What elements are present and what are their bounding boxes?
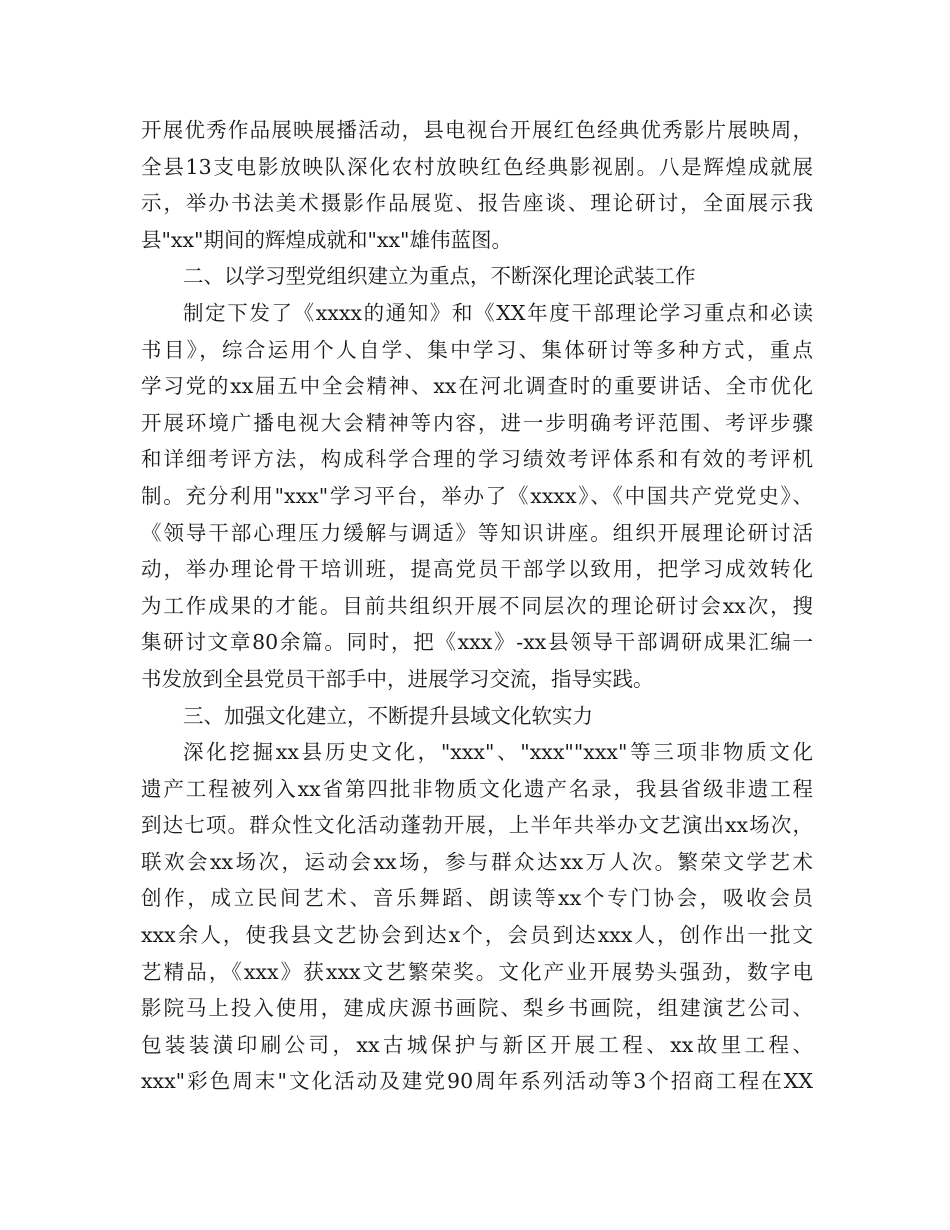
text-line: 影院马上投入使用，建成庆源书画院、梨乡书画院，组建演艺公司、	[141, 996, 813, 1021]
text-line: 和详细考评方法，构成科学合理的学习绩效考评体系和有效的考评机	[141, 447, 813, 472]
text-line: 书目》，综合运用个人自学、集中学习、集体研讨等多种方式，重点	[141, 337, 813, 362]
text-line: 县"xx"期间的辉煌成就和"xx"雄伟蓝图。	[141, 227, 512, 252]
text-line: 为工作成果的才能。目前共组织开展不同层次的理论研讨会xx次，搜	[141, 593, 813, 618]
text-line: 制定下发了《xxxx的通知》和《XX年度干部理论学习重点和必读	[183, 300, 813, 325]
text-line: 遗产工程被列入xx省第四批非物质文化遗产名录，我县省级非遗工程	[141, 776, 813, 801]
text-line: 艺精品，《xxx》获xxx文艺繁荣奖。文化产业开展势头强劲，数字电	[141, 959, 813, 984]
text-line: 全县13支电影放映队深化农村放映红色经典影视剧。八是辉煌成就展	[141, 154, 813, 179]
section-heading: 三、加强文化建立，不断提升县域文化软实力	[183, 703, 593, 728]
section-heading: 二、以学习型党组织建立为重点，不断深化理论武装工作	[183, 264, 696, 289]
text-line: 集研讨文章80余篇。同时，把《xxx》-xx县领导干部调研成果汇编一	[141, 630, 813, 655]
text-line: xxx"彩色周末"文化活动及建党90周年系列活动等3个招商工程在XX	[141, 1069, 813, 1094]
text-line: 包装装潢印刷公司，xx古城保护与新区开展工程、xx故里工程、	[141, 1032, 813, 1057]
text-line: 示，举办书法美术摄影作品展览、报告座谈、理论研讨，全面展示我	[141, 191, 813, 216]
text-line: 到达七项。群众性文化活动蓬勃开展，上半年共举办文艺演出xx场次，	[141, 813, 813, 838]
text-line: 《领导干部心理压力缓解与调适》等知识讲座。组织开展理论研讨活	[141, 520, 813, 545]
text-line: 创作，成立民间艺术、音乐舞蹈、朗读等xx个专门协会，吸收会员	[141, 886, 813, 911]
text-line: 书发放到全县党员干部手中，进展学习交流，指导实践。	[141, 666, 654, 691]
text-line: 学习党的xx届五中全会精神、xx在河北调查时的重要讲话、全市优化	[141, 374, 813, 399]
document-body	[141, 112, 813, 1100]
text-line: xxx余人，使我县文艺协会到达x个，会员到达xxx人，创作出一批文	[141, 923, 813, 948]
text-line: 开展环境广播电视大会精神等内容，进一步明确考评范围、考评步骤	[141, 410, 813, 435]
text-line: 开展优秀作品展映展播活动，县电视台开展红色经典优秀影片展映周，	[141, 118, 813, 142]
text-line: 制。充分利用"xxx"学习平台，举办了《xxxx》、《中国共产党党史》、	[141, 483, 813, 508]
text-line: 深化挖掘xx县历史文化，"xxx"、"xxx""xxx"等三项非物质文化	[183, 740, 813, 765]
text-line: 动，举办理论骨干培训班，提高党员干部学以致用，把学习成效转化	[141, 557, 813, 582]
text-line: 联欢会xx场次，运动会xx场，参与群众达xx万人次。繁荣文学艺术	[141, 849, 813, 874]
